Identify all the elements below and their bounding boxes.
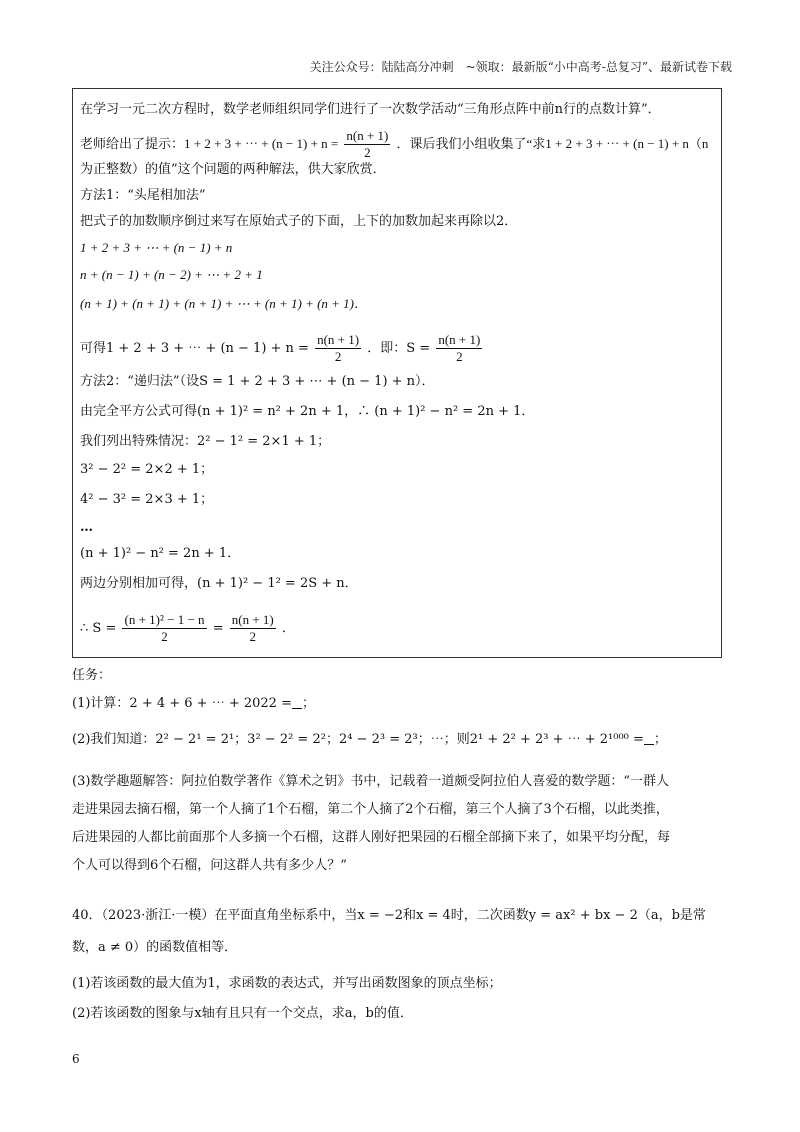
- intro-line-2: 老师给出了提示：1 + 2 + 3 + ⋯ + (n − 1) + n = $\frac{n(n + 1)}{2}$ ．课后我们小组收集了“求1 + 2 + 3 + ⋯ + (n − 1) + n（n: [80, 128, 709, 160]
- method1-result: 可得1 + 2 + 3 + ⋯ + (n − 1) + n = $\frac{n(n + 1)}{2}$ ．即：S = $\frac{n(n + 1)}{2}$: [80, 332, 481, 364]
- q40-part-1: (1)若该函数的最大值为1，求函数的表达式，并写出函数图象的顶点坐标；: [72, 976, 502, 991]
- method1-desc: 把式子的加数顺序倒过来写在原始式子的下面，上下的加数加起来再除以2．: [80, 214, 518, 229]
- method2-line-2: 我们列出特殊情况：2² − 1² = 2×1 + 1；: [80, 434, 331, 449]
- method2-conclusion: ∴ S = $\frac{\text{(n + 1)² − 1 − n}}{2}$ = $\frac{n(n + 1)}{2}$ ．: [80, 612, 295, 644]
- intro-line-1: 在学习一元二次方程时，数学老师组织同学们进行了一次数学活动“三角形点阵中前n行的点数计算”．: [80, 102, 661, 117]
- task-2: (2)我们知道：2² − 2¹ = 2¹；3² − 2² = 2²；2⁴ − 2³ = 2³；⋯；则2¹ + 2² + 2³ + ⋯ + 2¹⁰⁰⁰ = ；: [72, 732, 667, 747]
- method2-line-3: 3² − 2² = 2×2 + 1；: [80, 462, 214, 477]
- method2-ellipsis: …: [80, 520, 93, 535]
- task-3-line-4: 个人可以得到6个石榴，问这群人共有多少人？”: [72, 858, 347, 873]
- method1-line-1: 1 + 2 + 3 + ⋯ + (n − 1) + n: [80, 240, 233, 255]
- q40-line-2: 数，a ≠ 0）的函数值相等．: [72, 940, 238, 955]
- task-3-line-2: 走进果园去摘石榴，第一个人摘了1个石榴，第二个人摘了2个石榴，第三个人摘了3个石榴，以此类推，: [72, 802, 669, 817]
- task-1: (1)计算：2 + 4 + 6 + ⋯ + 2022 = ；: [72, 696, 315, 711]
- answer-blank: [644, 732, 654, 745]
- method1-line-2: n + (n − 1) + (n − 2) + ⋯ + 2 + 1: [80, 267, 263, 282]
- task-3-line-1: (3)数学趣题解答：阿拉伯数学著作《算术之钥》书中，记载着一道颇受阿拉伯人喜爱的数学题：“一群人: [72, 774, 670, 789]
- q40-line-1: 40．（2023·浙江·一模）在平面直角坐标系中，当x = −2和x = 4时，二次函数y = ax² + bx − 2（a，b是常: [72, 908, 706, 923]
- method2-title: 方法2：“递归法”（设S = 1 + 2 + 3 + ⋯ + (n − 1) + n）．: [80, 374, 435, 389]
- method1-title: 方法1：“头尾相加法”: [80, 188, 206, 203]
- tasks-title: 任务：: [72, 668, 112, 683]
- method2-line-7: 两边分别相加可得，(n + 1)² − 1² = 2S + n．: [80, 576, 358, 591]
- page-header: 关注公众号：陆陆高分冲刺 ~领取：最新版“小中高考-总复习”、最新试卷下载: [309, 60, 732, 74]
- method2-line-4: 4² − 3² = 2×3 + 1；: [80, 492, 214, 507]
- intro-line-3: 为正整数）的值”这个问题的两种解法，供大家欣赏．: [80, 162, 386, 177]
- method2-line-6: (n + 1)² − n² = 2n + 1．: [80, 546, 241, 561]
- task-3-line-3: 后进果园的人都比前面那个人多摘一个石榴，这群人刚好把果园的石榴全部摘下来了，如果平均分配，每: [72, 830, 671, 845]
- answer-blank: [292, 696, 302, 709]
- page-number: 6: [72, 1052, 80, 1066]
- method2-line-1: 由完全平方公式可得(n + 1)² = n² + 2n + 1，∴ (n + 1)² − n² = 2n + 1．: [80, 404, 535, 419]
- fraction: $\frac{n(n + 1)}{2}$: [346, 128, 389, 160]
- method1-line-3: (n + 1) + (n + 1) + (n + 1) + ⋯ + (n + 1) + (n + 1)．: [80, 296, 368, 311]
- q40-part-2: (2)若该函数的图象与x轴有且只有一个交点，求a，b的值．: [72, 1006, 413, 1021]
